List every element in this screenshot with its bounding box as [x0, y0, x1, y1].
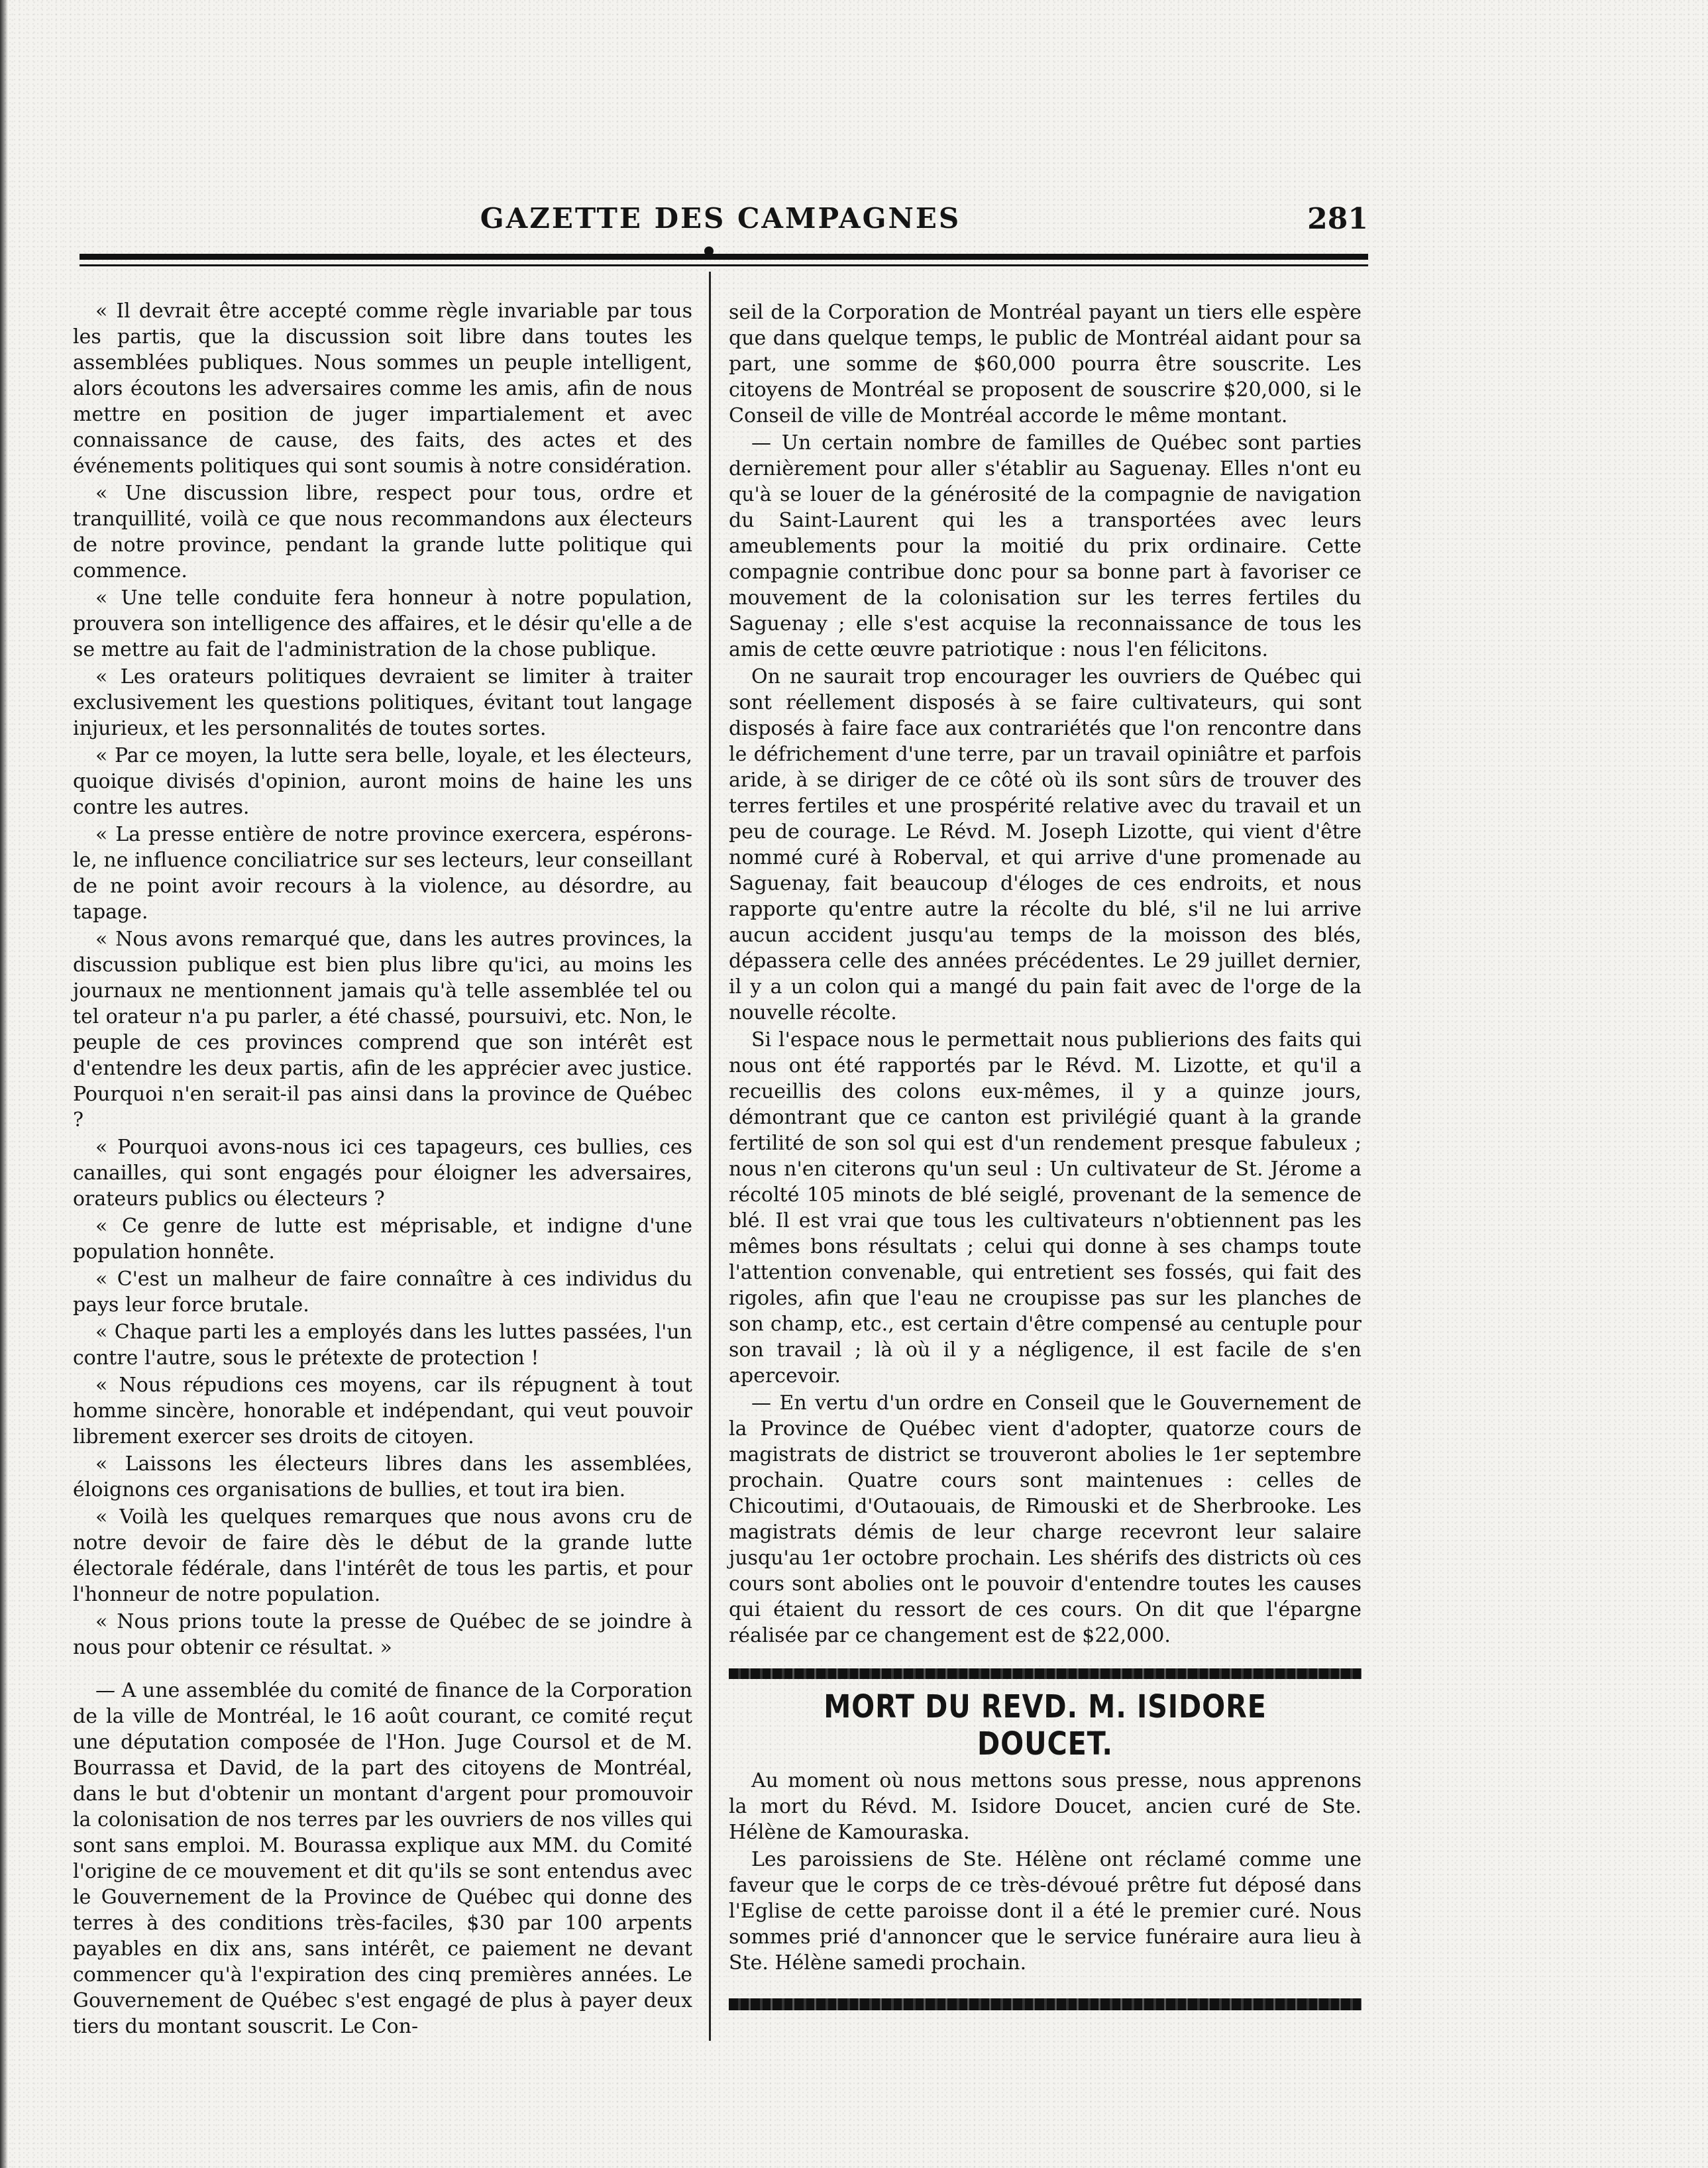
paragraph: Si l'espace nous le permettait nous publierions des faits qui nous ont été rapportés par le Révd. M. Lizotte, et qu'il a recueillis des colons eux-mêmes, il y a quinze jours, démontrant que ce canton est privilégié quant à la grande fertilité de son sol qui est d'un rendement presque fabuleux ; nous n'en citerons qu'un seul : Un cultivateur de St. Jérome a récolté 105 minots de blé seiglé, provenant de la semence de blé. Il est vrai que tous les cultivateurs n'obtiennent pas les mêmes bons résultats ; celui qui donne à ses champs toute l'attention convenable, qui entretient ses fossés, qui fait des rigoles, afin que l'eau ne croupisse pas sur les planches de son champ, etc., est certain d'être compensé au centuple pour son travail ; là où il y a négligence, il est facile de s'en apercevoir.: [729, 1028, 1361, 1387]
paragraph: « Une discussion libre, respect pour tous, ordre et tranquillité, voilà ce que nous recommandons aux électeurs de notre province, pendant la grande lutte politique qui commence.: [73, 482, 692, 582]
paragraph: « C'est un malheur de faire connaître à ces individus du pays leur force brutale.: [73, 1268, 692, 1317]
paragraph: — Un certain nombre de familles de Québec sont parties dernièrement pour aller s'établir au Saguenay. Elles n'ont eu qu'à se louer de la générosité de la compagnie de navigation du Saint-Laurent qui les a transportées avec leurs ameublements pour la moitié du prix ordinaire. Cette compagnie contribue donc pour sa bonne part à favoriser ce mouvement de la colonisation sur les terres fertiles du Saguenay ; elle s'est acquise la reconnaissance de tous les amis de cette œuvre patriotique : nous l'en félicitons.: [729, 431, 1361, 661]
right-column: [729, 299, 1361, 2020]
page-header: [73, 202, 1368, 242]
section-rule-bottom: [729, 1998, 1361, 2010]
header-rule-thin: [80, 264, 1368, 266]
page-number: 281: [1307, 202, 1368, 236]
paragraph: « Chaque parti les a employés dans les luttes passées, l'un contre l'autre, sous le prétexte de protection !: [73, 1321, 692, 1370]
obituary-paragraph: Les paroissiens de Ste. Hélène ont réclamé comme une faveur que le corps de ce très-dévoué prêtre fut déposé dans l'Eglise de cette paroisse dont il a été le premier curé. Nous sommes prié d'annoncer que le service funéraire aura lieu à Ste. Hélène samedi prochain.: [729, 1848, 1361, 1975]
paragraph: On ne saurait trop encourager les ouvriers de Québec qui sont réellement disposés à se faire cultivateurs, qui sont disposés à faire face aux contrariétés que l'on rencontre dans le défrichement d'une terre, par un travail opiniâtre et parfois aride, à se diriger de ce côté où ils sont sûrs de trouver des terres fertiles et une prospérité relative avec du travail et un peu de courage. Le Révd. M. Joseph Lizotte, qui vient d'être nommé curé à Roberval, et qui arrive d'une promenade au Saguenay, fait beaucoup d'éloges de ces endroits, et nous rapporte qu'entre autre la récolte du blé, s'il ne lui arrive aucun accident jusqu'au temps de la moisson des blés, dépassera celle des années précédentes. Le 29 juillet dernier, il y a un colon qui a mangé du pain fait avec de l'orge de la nouvelle récolte.: [729, 665, 1361, 1024]
section-rule-top: [729, 1668, 1361, 1679]
header-rule-thick: [80, 254, 1368, 260]
left-column: [73, 298, 692, 2039]
paragraph: « Nous prions toute la presse de Québec de se joindre à nous pour obtenir ce résultat. »: [73, 1610, 692, 1659]
column-divider: [709, 272, 711, 2041]
paragraph: « Nous avons remarqué que, dans les autres provinces, la discussion publique est bien plus libre qu'ici, au moins les journaux ne mentionnent jamais qu'à telle assemblée tel ou tel orateur n'a pu parler, a été chassé, poursuivi, etc. Non, le peuple de ces provinces comprend que son intérêt est d'entendre les deux partis, afin de les apprécier avec justice. Pourquoi n'en serait-il pas ainsi dans la province de Québec ?: [73, 928, 692, 1132]
paragraph: « Pourquoi avons-nous ici ces tapageurs, ces bullies, ces canailles, qui sont engagés pour éloigner les adversaires, orateurs publics ou électeurs ?: [73, 1136, 692, 1211]
paragraph: « Ce genre de lutte est méprisable, et indigne d'une population honnête.: [73, 1215, 692, 1264]
paragraph-finance-committee: — A une assemblée du comité de finance de la Corporation de la ville de Montréal, le 16 août courant, ce comité reçut une députation composée de l'Hon. Juge Coursol et de M. Bourrassa et David, de la part des citoyens de Montréal, dans le but d'obtenir un montant d'argent pour promouvoir la colonisation de nos terres par les ouvriers de nos villes qui sont sans emploi. M. Bourassa explique aux MM. du Comité l'origine de ce mouvement et dit qu'ils se sont entendus avec le Gouvernement de la Province de Québec qui donne des terres à des conditions très-faciles, $30 par 100 arpents payables en dix ans, sans intérêt, ce paiement ne devant commencer qu'à l'expiration des cinq premières années. Le Gouvernement de Québec s'est engagé de plus à payer deux tiers du montant souscrit. Le Con-: [73, 1679, 692, 2038]
obituary-headline: MORT DU REVD. M. ISIDORE DOUCET.: [824, 1688, 1267, 1762]
paragraph: « Une telle conduite fera honneur à notre population, prouvera son intelligence des affaires, et le désir qu'elle a de se mettre au fait de l'administration de la chose publique.: [73, 586, 692, 661]
paragraph: « Il devrait être accepté comme règle invariable par tous les partis, que la discussion soit libre dans toutes les assemblées publiques. Nous sommes un peuple intelligent, alors écoutons les adversaires comme les amis, afin de nous mettre en position de juger impartialement et avec connaissance de cause, des faits, des actes et des événements politiques qui sont soumis à notre considération.: [73, 299, 692, 478]
paragraph: — En vertu d'un ordre en Conseil que le Gouvernement de la Province de Québec vient d'adopter, quatorze cours de magistrats de district se trouveront abolies le 1er septembre prochain. Quatre cours sont maintenues : celles de Chicoutimi, d'Outaouais, de Rimouski et de Sherbrooke. Les magistrats démis de leur charge recevront leur salaire jusqu'au 1er octobre prochain. Les shérifs des districts où ces cours sont abolies ont le pouvoir d'entendre toutes les causes qui étaient du ressort de ces cours. On dit que l'épargne réalisée par ce changement est de $22,000.: [729, 1391, 1361, 1647]
paragraph: « Par ce moyen, la lutte sera belle, loyale, et les électeurs, quoique divisés d'opinion, auront moins de haine les uns contre les autres.: [73, 744, 692, 819]
page-edge-shadow: [0, 0, 8, 2168]
running-title: GAZETTE DES CAMPAGNES: [480, 202, 961, 235]
paragraph: « La presse entière de notre province exercera, espérons-le, ne influence conciliatrice sur ses lecteurs, leur conseillant de ne point avoir recours à la violence, au désordre, au tapage.: [73, 823, 692, 924]
paragraph: « Nous répudions ces moyens, car ils répugnent à tout homme sincère, honorable et indépendant, qui veut pouvoir librement exercer ses droits de citoyen.: [73, 1374, 692, 1448]
obituary-paragraph: Au moment où nous mettons sous presse, nous apprenons la mort du Révd. M. Isidore Doucet, ancien curé de Ste. Hélène de Kamouraska.: [729, 1769, 1361, 1844]
paragraph-continued: seil de la Corporation de Montréal payant un tiers elle espère que dans quelque temps, le public de Montréal aidant pour sa part, une somme de $60,000 pourra être souscrite. Les citoyens de Montréal se proposent de souscrire $20,000, si le Conseil de ville de Montréal accorde le même montant.: [729, 301, 1361, 427]
paragraph: « Voilà les quelques remarques que nous avons cru de notre devoir de faire dès le début de la grande lutte électorale fédérale, dans l'intérêt de tous les partis, et pour l'honneur de notre population.: [73, 1505, 692, 1606]
paragraph: « Les orateurs politiques devraient se limiter à traiter exclusivement les questions politiques, évitant tout langage injurieux, et les personnalités de toutes sortes.: [73, 665, 692, 740]
paragraph: « Laissons les électeurs libres dans les assemblées, éloignons ces organisations de bullies, et tout ira bien.: [73, 1452, 692, 1501]
